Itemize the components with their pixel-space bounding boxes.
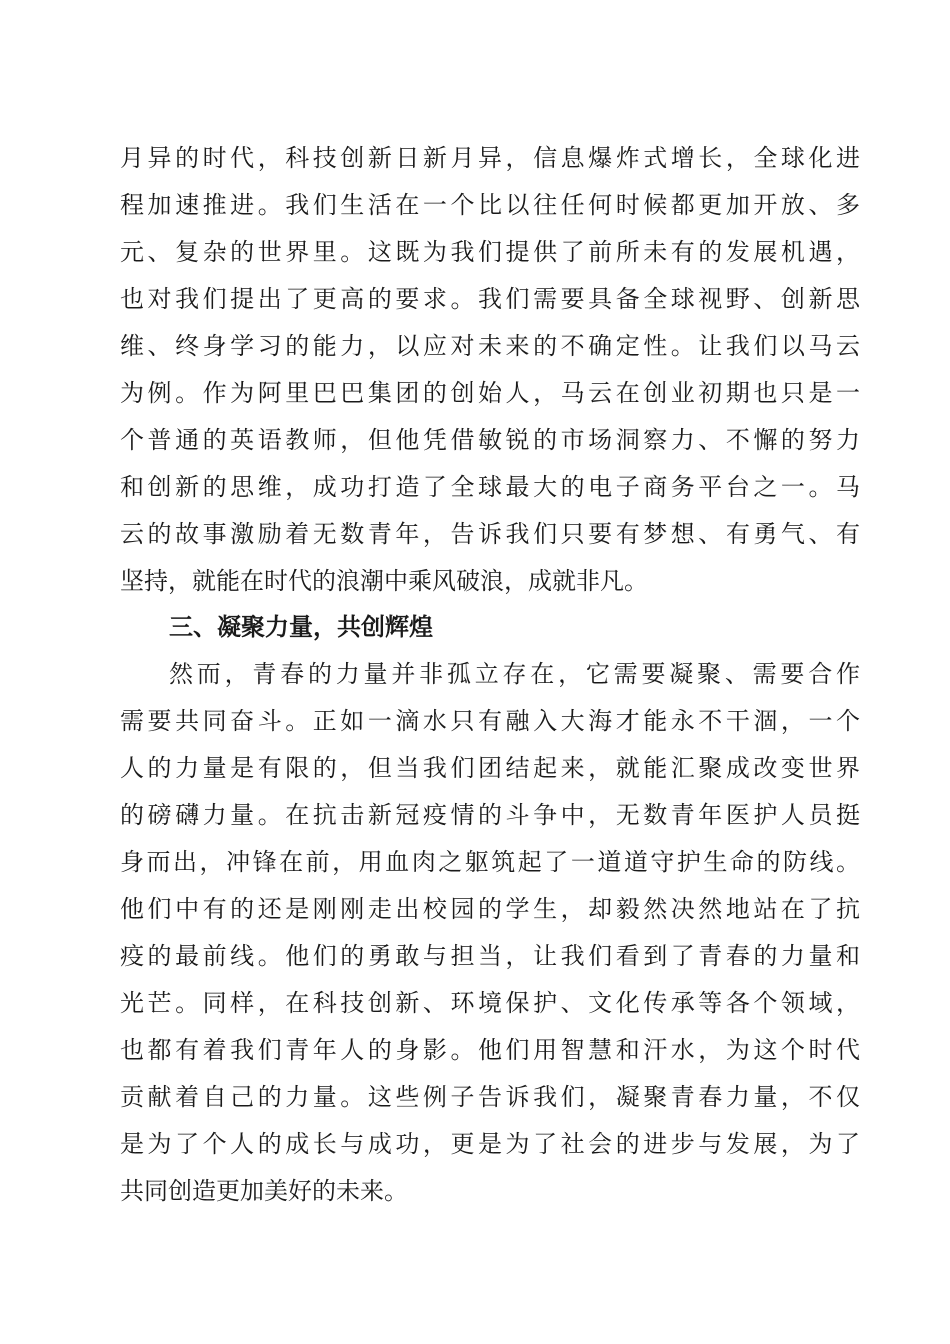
paragraph-2-line-8: 光芒。同样，在科技创新、环境保护、文化传承等各个领域，	[120, 989, 860, 1017]
paragraph-1-line-9: 云的故事激励着无数青年，告诉我们只要有梦想、有勇气、有	[120, 520, 860, 548]
paragraph-1-line-5: 维、终身学习的能力，以应对未来的不确定性。让我们以马云	[120, 332, 860, 360]
paragraph-1-line-6: 为例。作为阿里巴巴集团的创始人，马云在创业初期也只是一	[120, 379, 860, 407]
paragraph-1-line-3: 元、复杂的世界里。这既为我们提供了前所未有的发展机遇，	[120, 238, 860, 266]
paragraph-1-line-1: 月异的时代，科技创新日新月异，信息爆炸式增长，全球化进	[120, 144, 860, 172]
paragraph-2-line-3: 人的力量是有限的，但当我们团结起来，就能汇聚成改变世界	[120, 754, 860, 782]
paragraph-1-line-4: 也对我们提出了更高的要求。我们需要具备全球视野、创新思	[120, 285, 860, 313]
paragraph-2-line-5: 身而出，冲锋在前，用血肉之躯筑起了一道道守护生命的防线。	[120, 848, 860, 876]
paragraph-2-line-6: 他们中有的还是刚刚走出校园的学生，却毅然决然地站在了抗	[120, 895, 860, 923]
paragraph-1-line-7: 个普通的英语教师，但他凭借敏锐的市场洞察力、不懈的努力	[120, 426, 860, 454]
paragraph-2-line-10: 贡献着自己的力量。这些例子告诉我们，凝聚青春力量，不仅	[120, 1083, 860, 1111]
paragraph-1-line-8: 和创新的思维，成功打造了全球最大的电子商务平台之一。马	[120, 473, 860, 501]
paragraph-2-line-4: 的磅礴力量。在抗击新冠疫情的斗争中，无数青年医护人员挺	[120, 801, 860, 829]
paragraph-1-line-10: 坚持，就能在时代的浪潮中乘风破浪，成就非凡。	[120, 567, 648, 595]
paragraph-2-line-7: 疫的最前线。他们的勇敢与担当，让我们看到了青春的力量和	[120, 942, 860, 970]
paragraph-2-line-12: 共同创造更加美好的未来。	[120, 1177, 408, 1205]
paragraph-2-line-1: 然而，青春的力量并非孤立存在，它需要凝聚、需要合作	[169, 660, 860, 688]
section-heading: 三、凝聚力量，共创辉煌	[169, 613, 433, 641]
paragraph-2-line-2: 需要共同奋斗。正如一滴水只有融入大海才能永不干涸，一个	[120, 707, 860, 735]
paragraph-1-line-2: 程加速推进。我们生活在一个比以往任何时候都更加开放、多	[120, 191, 860, 219]
paragraph-2-line-9: 也都有着我们青年人的身影。他们用智慧和汗水，为这个时代	[120, 1036, 860, 1064]
paragraph-2-line-11: 是为了个人的成长与成功，更是为了社会的进步与发展，为了	[120, 1130, 860, 1158]
